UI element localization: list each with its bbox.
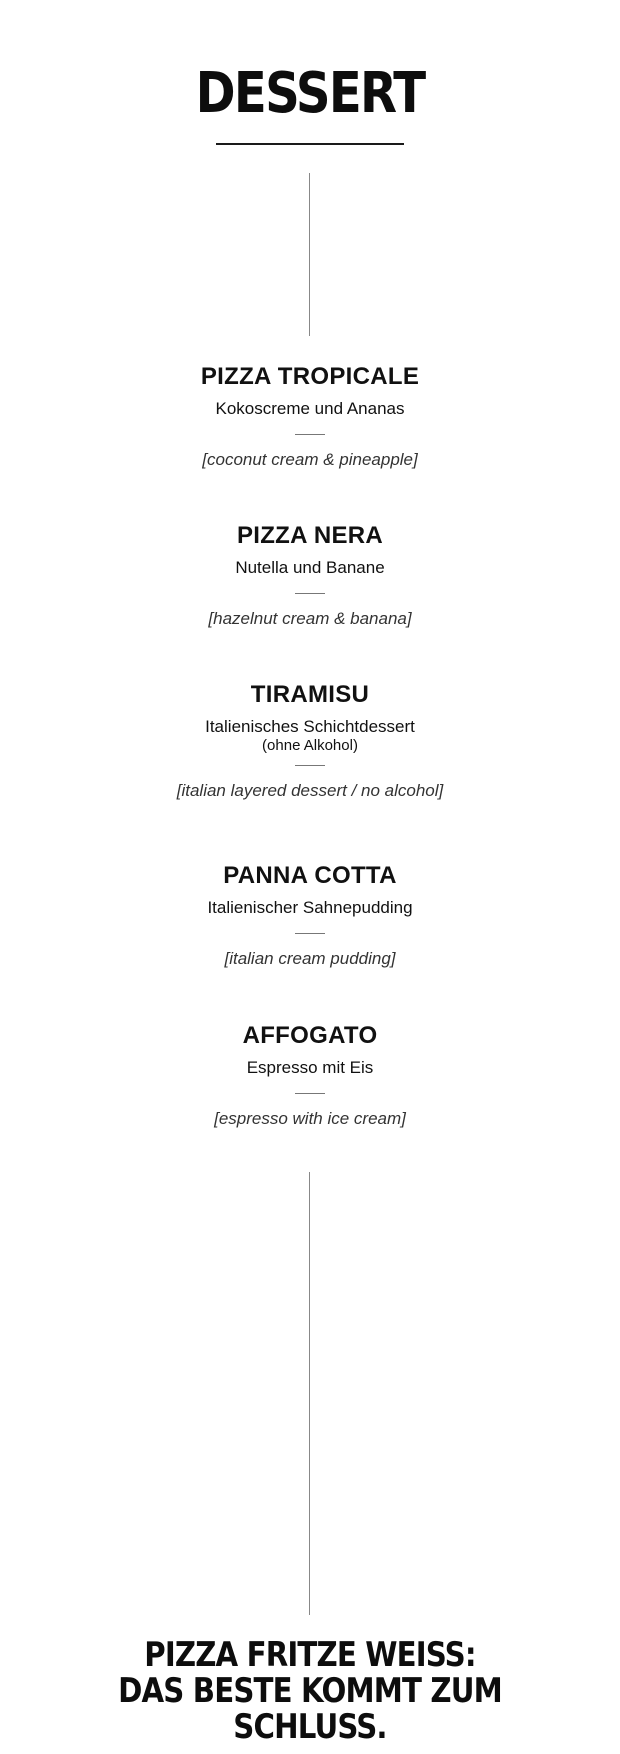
menu-item-tiramisu: [0, 681, 620, 801]
item-description-de: Espresso mit Eis: [246, 1058, 374, 1077]
footer-slogan: [43, 1637, 576, 1745]
item-description-en: [hazelnut cream & banana]: [208, 609, 412, 628]
page-title: DESSERT: [195, 61, 425, 126]
item-name: PANNA COTTA: [223, 862, 397, 889]
item-description-en: [italian cream pudding]: [224, 949, 396, 968]
item-description-de: Italienischer Sahnepudding: [207, 898, 413, 917]
item-separator: [295, 434, 325, 435]
item-description-en: [espresso with ice cream]: [214, 1109, 406, 1128]
item-name: PIZZA NERA: [236, 522, 384, 549]
slogan-line-1: PIZZA FRITZE WEISS:: [144, 1635, 476, 1675]
item-separator: [295, 765, 325, 766]
item-description-en: [italian layered dessert / no alcohol]: [176, 781, 444, 800]
item-note-de: (ohne Alkohol): [262, 737, 358, 754]
title-underline: [216, 143, 404, 145]
menu-item-panna-cotta: [0, 862, 620, 969]
item-name: AFFOGATO: [242, 1022, 378, 1049]
item-description-de: Italienisches Schichtdessert: [205, 717, 415, 736]
item-name: PIZZA TROPICALE: [200, 363, 420, 390]
item-separator: [295, 593, 325, 594]
item-description-de: Nutella und Banane: [235, 558, 385, 577]
item-separator: [295, 933, 325, 934]
menu-item-affogato: [0, 1022, 620, 1129]
slogan-line-2: DAS BESTE KOMMT ZUM SCHLUSS.: [118, 1671, 502, 1747]
item-description-en: [coconut cream & pineapple]: [202, 450, 418, 469]
item-name: TIRAMISU: [250, 681, 370, 708]
menu-item-pizza-tropicale: [0, 363, 620, 470]
menu-item-pizza-nera: [0, 522, 620, 629]
item-separator: [295, 1093, 325, 1094]
bottom-divider-line: [309, 1172, 310, 1615]
item-description-de: Kokoscreme und Ananas: [215, 399, 405, 418]
top-divider-line: [309, 173, 310, 336]
